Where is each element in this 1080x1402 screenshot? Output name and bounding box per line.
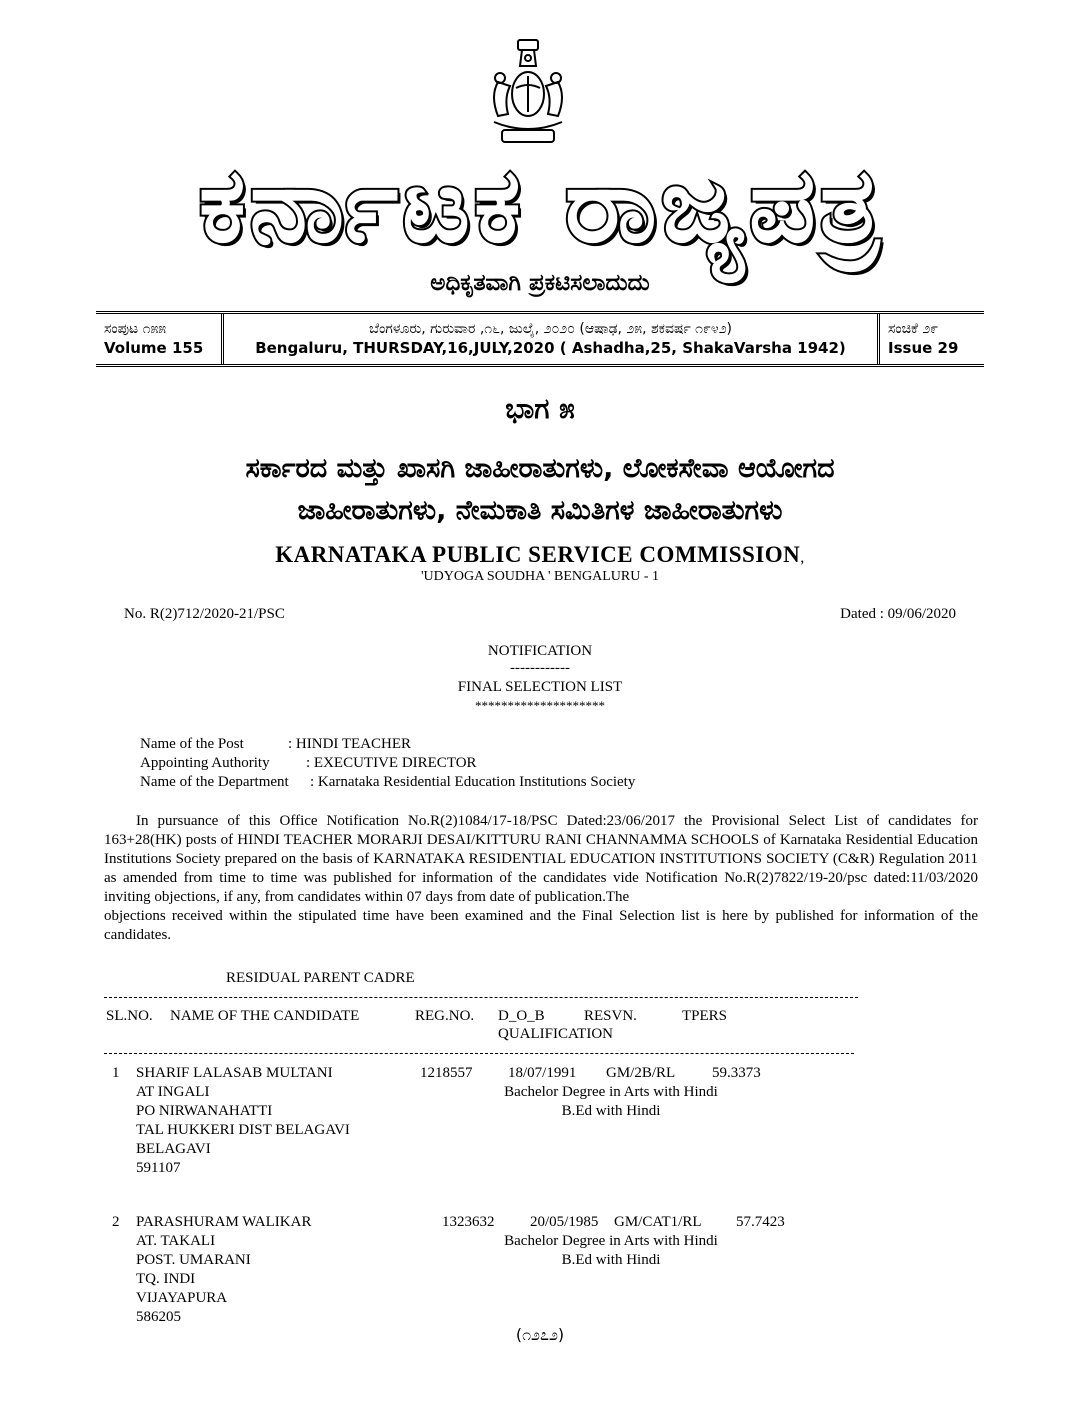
header-qualification: QUALIFICATION [498, 1026, 613, 1042]
table-row [0, 1213, 1080, 1333]
authority-label: Appointing Authority [140, 755, 270, 771]
row-qualification [456, 1232, 766, 1270]
row-resvn: GM/2B/RL [606, 1065, 676, 1081]
list-heading: FINAL SELECTION LIST [457, 679, 623, 695]
authority-value: : EXECUTIVE DIRECTOR [306, 755, 477, 771]
organization-address: 'UDYOGA SOUDHA ' BENGALURU - 1 [421, 569, 659, 584]
address-line: TAL HUKKERI DIST BELAGAVI [136, 1122, 350, 1138]
part-label: ಭಾಗ ೫ [505, 392, 575, 425]
table-header-rule [104, 1053, 854, 1054]
list-rule: ******************** [475, 698, 605, 713]
section-title-line-2: ಜಾಹೀರಾತುಗಳು, ನೇಮಕಾತಿ ಸಮಿತಿಗಳ ಜಾಹೀರಾತುಗಳು [297, 495, 783, 526]
issue-kannada: ಸಂಚಿಕೆ ೨೯ [888, 321, 939, 337]
candidate-address [136, 1064, 350, 1178]
date-kannada: ಬೆಂಗಳೂರು, ಗುರುವಾರ ,೧೬, ಜುಲೈ, ೨೦೨೦ (ಆಷಾಢ, ೨೫, ಶಕವರ್ಷ ೧೯೪೨) [368, 321, 732, 337]
row-qualification [456, 1083, 766, 1121]
candidate-name: SHARIF LALASAB MULTANI [136, 1065, 333, 1081]
issue-cell [880, 314, 984, 364]
address-line: AT. TAKALI [136, 1233, 216, 1249]
section-title [120, 448, 960, 532]
address-line: POST. UMARANI [136, 1252, 251, 1268]
header-dob: D_O_B [498, 1008, 545, 1024]
row-tpers: 57.7423 [736, 1214, 785, 1230]
qualification-line: B.Ed with Hindi [561, 1103, 661, 1119]
header-resvn: RESVN. [584, 1008, 637, 1024]
address-line: AT INGALI [136, 1084, 210, 1100]
address-pincode: 591107 [136, 1160, 181, 1176]
candidate-name: PARASHURAM WALIKAR [136, 1214, 312, 1230]
organization-name [0, 542, 1080, 568]
post-label: Name of the Post [140, 736, 244, 752]
body-paragraph-1: In pursuance of this Office Notification No.R(2)1084/17-18/PSC Dated:23/06/2017 the Provisional Select List of candidates for 163+28(HK) posts of HINDI TEACHER MORARJI DESAI/KITTURU RANI CHANNAMMA SCHOOLS of Karnataka Residential Education Institutions Society prepared on the basis of KARNATAKA RESIDENTIAL EDUCATION INSTITUTIONS SOCIETY (C&R) Regulation 2011 as amended from time to time was published for information of the candidates vide Notification No.R(2)7822/19-20/psc dated:11/03/2020 inviting objections, if any, from candidates within 07 days from date of publication.The [104, 813, 978, 905]
address-line: TQ. INDI [136, 1271, 196, 1287]
table-row [0, 1064, 1080, 1184]
body-text [104, 812, 978, 945]
qualification-line: Bachelor Degree in Arts with Hindi [504, 1233, 718, 1249]
header-sl-no: SL.NO. [106, 1008, 153, 1024]
state-emblem-icon [484, 36, 572, 148]
post-value: : HINDI TEACHER [288, 736, 412, 752]
cadre-heading: RESIDUAL PARENT CADRE [226, 970, 415, 986]
issue-english: Issue 29 [888, 339, 959, 357]
header-tpers: TPERS [682, 1008, 728, 1024]
notification-rule: ------------ [510, 660, 570, 676]
department-value: : Karnataka Residential Education Institutions Society [310, 774, 636, 790]
volume-kannada: ಸಂಪುಟ ೧೫೫ [104, 321, 167, 337]
post-row [140, 736, 412, 753]
reference-number: No. R(2)712/2020-21/PSC [124, 606, 285, 622]
organization-name-suffix: , [800, 549, 805, 566]
notification-date: Dated : 09/06/2020 [840, 606, 956, 622]
address-line: VIJAYAPURA [136, 1290, 228, 1306]
notification-heading: NOTIFICATION [487, 643, 593, 659]
row-dob: 20/05/1985 [530, 1214, 599, 1230]
header-reg-no: REG.NO. [415, 1008, 475, 1024]
header-name: NAME OF THE CANDIDATE [170, 1008, 360, 1024]
date-english: Bengaluru, THURSDAY,16,JULY,2020 ( Ashadha,25, ShakaVarsha 1942) [255, 339, 846, 357]
body-paragraph-2: objections received within the stipulated time have been examined and the Final Selection list is here by published for information of the candidates. [104, 908, 978, 943]
department-label: Name of the Department [140, 774, 289, 790]
volume-english: Volume 155 [104, 339, 204, 357]
row-reg-no: 1218557 [420, 1065, 473, 1081]
organization-name-text: KARNATAKA PUBLIC SERVICE COMMISSION [275, 542, 801, 567]
candidate-address [136, 1213, 311, 1327]
volume-cell [96, 314, 224, 364]
row-tpers: 59.3373 [712, 1065, 761, 1081]
row-reg-no: 1323632 [442, 1214, 495, 1230]
row-sl-no: 1 [112, 1065, 120, 1081]
row-resvn: GM/CAT1/RL [614, 1214, 702, 1230]
date-cell [224, 314, 880, 364]
department-row [140, 774, 636, 791]
qualification-line: B.Ed with Hindi [561, 1252, 661, 1268]
row-sl-no: 2 [112, 1214, 120, 1230]
gazette-title: ಕರ್ನಾಟಕ ರಾಜ್ಯಪತ್ರ [198, 144, 884, 266]
table-top-rule [104, 997, 858, 998]
issue-info-bar [96, 311, 984, 367]
authority-row [140, 755, 477, 772]
row-dob: 18/07/1991 [508, 1065, 577, 1081]
address-pincode: 586205 [136, 1309, 181, 1325]
gazette-subtitle: ಅಧಿಕೃತವಾಗಿ ಪ್ರಕಟಿಸಲಾದುದು [430, 270, 650, 296]
page-number: (೧೨೭೨) [515, 1325, 565, 1344]
address-line: PO NIRWANAHATTI [136, 1103, 273, 1119]
qualification-line: Bachelor Degree in Arts with Hindi [504, 1084, 718, 1100]
address-line: BELAGAVI [136, 1141, 211, 1157]
section-title-line-1: ಸರ್ಕಾರದ ಮತ್ತು ಖಾಸಗಿ ಜಾಹೀರಾತುಗಳು, ಲೋಕಸೇವಾ ಆಯೋಗದ [245, 453, 835, 484]
